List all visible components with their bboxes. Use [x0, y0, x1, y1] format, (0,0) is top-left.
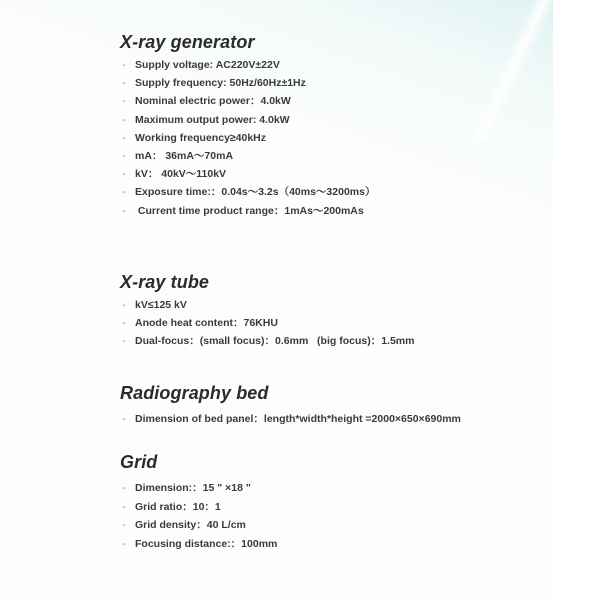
spec-list: [120, 56, 375, 220]
section-grid: [120, 452, 277, 553]
spec-item-text: Dimension:：15 " ×18 ": [135, 482, 251, 494]
spec-item-text: Dimension of bed panel：length*width*height =2000×650×690mm: [135, 413, 461, 425]
bullet-dash-icon: -: [122, 317, 126, 330]
section-xray-generator: [120, 32, 375, 220]
bullet-dash-icon: -: [122, 186, 126, 199]
spec-item: [120, 92, 375, 110]
bullet-dash-icon: -: [122, 113, 126, 126]
spec-item-text: Grid ratio：10：1: [135, 500, 221, 513]
bullet-dash-icon: -: [122, 95, 126, 108]
spec-item: [120, 516, 277, 535]
bullet-dash-icon: -: [122, 299, 126, 311]
bullet-dash-icon: -: [122, 77, 126, 90]
spec-item-text: Exposure time:：0.04s～3.2s（40ms～3200ms）: [135, 186, 376, 199]
spec-item: [120, 479, 277, 498]
spec-item-text: kV≤125 kV: [135, 299, 187, 311]
spec-item-text: Focusing distance:：100mm: [135, 537, 278, 550]
spec-item-text: Anode heat content：76KHU: [135, 317, 278, 330]
spec-item-text: Working frequency≥40kHz: [135, 131, 267, 144]
spec-item: [120, 165, 375, 183]
bullet-dash-icon: -: [122, 59, 126, 71]
bullet-dash-icon: -: [122, 204, 126, 217]
spec-item: [120, 410, 461, 428]
spec-item-text: Nominal electric power：4.0kW: [135, 95, 291, 108]
bullet-dash-icon: -: [122, 149, 126, 162]
spec-list: [120, 296, 414, 351]
spec-item: [120, 332, 414, 350]
bullet-dash-icon: -: [122, 413, 126, 425]
section-xray-tube: [120, 272, 414, 351]
spec-item: [120, 56, 375, 74]
spec-item: [120, 74, 375, 92]
spec-item: [120, 183, 375, 201]
spec-item: [120, 147, 375, 165]
spec-item: [120, 498, 277, 517]
spec-item: [120, 111, 375, 129]
spec-item-text: kV： 40kV～110kV: [135, 168, 227, 181]
section-heading: X-ray generator: [120, 32, 255, 52]
section-radiography-bed: [120, 383, 461, 428]
background-light-streak: [470, 0, 560, 140]
bullet-dash-icon: -: [122, 519, 126, 531]
bullet-dash-icon: -: [122, 335, 126, 348]
bullet-dash-icon: -: [122, 537, 126, 550]
bullet-dash-icon: -: [122, 500, 126, 513]
spec-list: [120, 479, 277, 553]
spec-list: [120, 410, 461, 428]
spec-item-text: Supply frequency: 50Hz/60Hz±1Hz: [135, 77, 306, 90]
spec-item: [120, 314, 414, 332]
spec-item-text: Grid density：40 L/cm: [135, 519, 246, 531]
section-heading: Grid: [120, 452, 158, 472]
spec-item: [120, 129, 375, 147]
spec-item: [120, 296, 414, 314]
spec-item-text: Maximum output power: 4.0kW: [135, 113, 290, 126]
spec-item-text: Dual-focus：(small focus)：0.6mm (big focus)：1.5mm: [135, 335, 415, 348]
spec-item-text: Current time product range：1mAs～200mAs: [135, 204, 364, 217]
bullet-dash-icon: -: [122, 131, 126, 144]
spec-item-text: mA： 36mA～70mA: [135, 149, 234, 162]
section-heading: Radiography bed: [120, 383, 269, 403]
section-heading: X-ray tube: [120, 272, 210, 292]
spec-item: [120, 202, 375, 220]
bullet-dash-icon: -: [122, 482, 126, 494]
bullet-dash-icon: -: [122, 168, 126, 181]
spec-item: [120, 535, 277, 554]
spec-item-text: Supply voltage: AC220V±22V: [135, 59, 280, 71]
